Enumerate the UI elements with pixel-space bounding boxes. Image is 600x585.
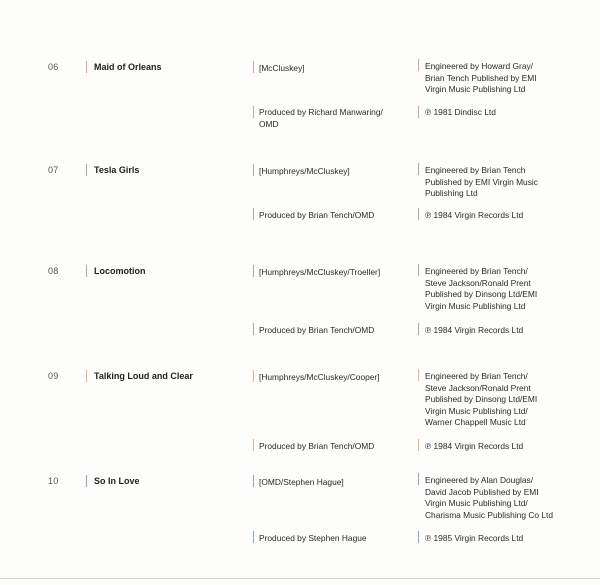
accent-bar [253, 531, 254, 543]
engineering-credit: Engineered by Brian Tench/ Steve Jackson/Ronald Prent Published by Dinsong Ltd/EMI Virgin Music Publishing Ltd/ Warner Chappell Music Ltd [425, 371, 538, 428]
copyright-notice: ℗ 1984 Virgin Records Ltd [425, 441, 524, 451]
track-title: Maid of Orleans [94, 62, 162, 72]
copyright-notice: ℗ 1985 Virgin Records Ltd [425, 533, 524, 543]
accent-bar [418, 369, 419, 381]
accent-bar [418, 531, 419, 543]
accent-bar [86, 475, 87, 487]
accent-bar [418, 208, 419, 220]
track-number: 07 [48, 165, 59, 175]
engineering-credit: Engineered by Alan Douglas/ David Jacob Published by EMI Virgin Music Publishing Ltd/ Charisma Music Publishing Co Ltd [425, 475, 554, 520]
accent-bar [418, 323, 419, 335]
track-number: 10 [48, 476, 59, 486]
track-writers: [Humphreys/McCluskey/Cooper] [259, 372, 380, 382]
accent-bar [86, 370, 87, 382]
track-writers: [Humphreys/McCluskey/Troeller] [259, 267, 381, 277]
copyright-notice: ℗ 1984 Virgin Records Ltd [425, 210, 524, 220]
accent-bar [253, 164, 254, 176]
accent-bar [253, 208, 254, 220]
accent-bar [418, 439, 419, 451]
accent-bar [253, 439, 254, 451]
track-title: So In Love [94, 476, 140, 486]
accent-bar [418, 264, 419, 276]
accent-bar [253, 475, 254, 487]
track-writers: [Humphreys/McCluskey] [259, 166, 350, 176]
track-title: Tesla Girls [94, 165, 140, 175]
engineering-credit: Engineered by Brian Tench/ Steve Jackson/Ronald Prent Published by Dinsong Ltd/EMI Virgin Music Publishing Ltd [425, 266, 538, 311]
accent-bar [86, 61, 87, 73]
producer-credit: Produced by Brian Tench/OMD [259, 210, 375, 220]
accent-bar [86, 164, 87, 176]
track-writers: [OMD/Stephen Hague] [259, 477, 344, 487]
engineering-credit: Engineered by Brian Tench Published by EMI Virgin Music Publishing Ltd [425, 165, 538, 199]
producer-credit: Produced by Brian Tench/OMD [259, 441, 375, 451]
accent-bar [418, 163, 419, 175]
engineering-credit: Engineered by Howard Gray/ Brian Tench Published by EMI Virgin Music Publishing Ltd [425, 61, 537, 95]
copyright-notice: ℗ 1981 Dindisc Ltd [425, 107, 496, 117]
accent-bar [253, 106, 254, 118]
track-writers: [McCluskey] [259, 63, 305, 73]
accent-bar [418, 106, 419, 118]
track-title: Locomotion [94, 266, 146, 276]
producer-credit: Produced by Richard Manwaring/ OMD [259, 107, 383, 129]
accent-bar [253, 323, 254, 335]
track-number: 06 [48, 62, 59, 72]
accent-bar [418, 473, 419, 485]
accent-bar [253, 265, 254, 277]
copyright-notice: ℗ 1984 Virgin Records Ltd [425, 325, 524, 335]
track-number: 08 [48, 266, 59, 276]
track-number: 09 [48, 371, 59, 381]
track-title: Talking Loud and Clear [94, 371, 193, 381]
accent-bar [253, 61, 254, 73]
accent-bar [86, 265, 87, 277]
page-edge-divider [0, 578, 600, 579]
producer-credit: Produced by Stephen Hague [259, 533, 367, 543]
accent-bar [418, 59, 419, 71]
accent-bar [253, 370, 254, 382]
producer-credit: Produced by Brian Tench/OMD [259, 325, 375, 335]
